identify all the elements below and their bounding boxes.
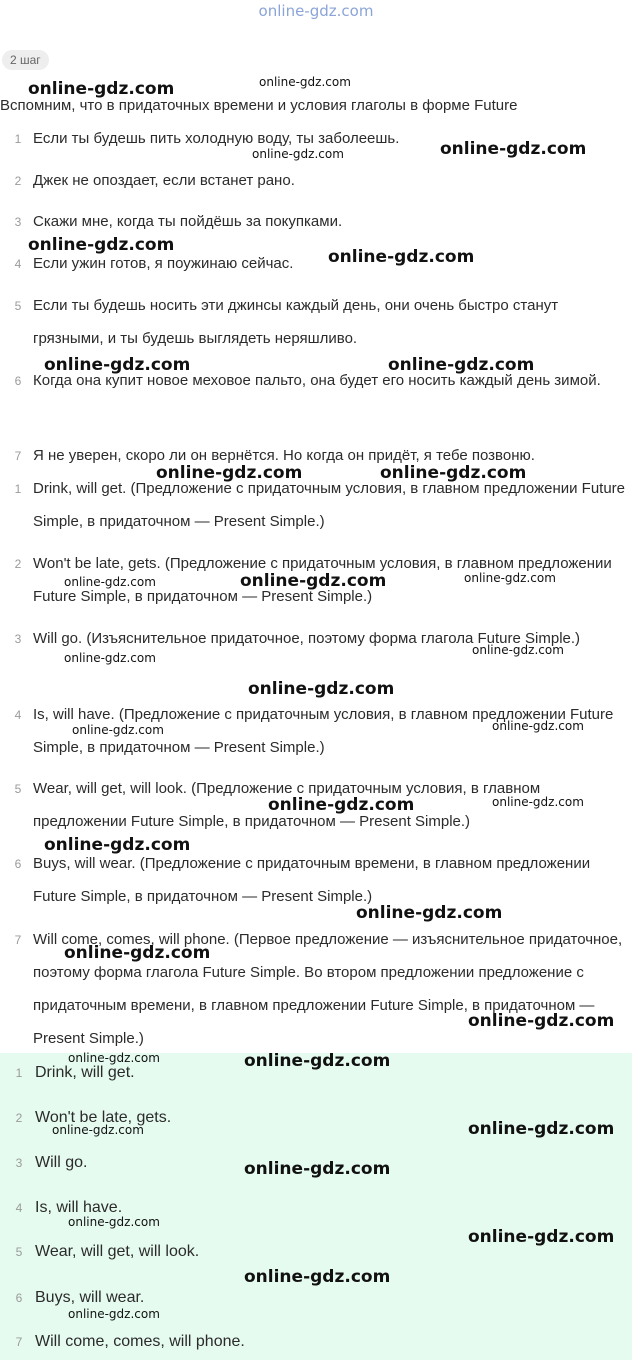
item-number: 1 — [15, 1066, 23, 1080]
item-number: 6 — [14, 857, 22, 871]
item-number: 6 — [15, 1291, 23, 1305]
item-text: Если ты будешь пить холодную воду, ты заболеешь. — [33, 130, 400, 147]
watermark: online-gdz.com — [28, 79, 175, 99]
item-text: Wear, will get, will look. (Предложение с придаточным условия, в главном предложении Future Simple, в придаточном — Present Simple.) — [33, 780, 541, 830]
watermark: online-gdz.com — [72, 723, 164, 737]
item-text: Я не уверен, скоро ли он вернётся. Но когда он придёт, я тебе позвоню. — [33, 447, 535, 464]
item-text: Will go. (Изъяснительное придаточное, поэтому форма глагола Future Simple.) — [33, 630, 581, 647]
watermark: online-gdz.com — [44, 355, 191, 375]
item-number: 7 — [15, 1335, 23, 1349]
watermark: online-gdz.com — [492, 795, 584, 809]
item-number: 7 — [14, 449, 22, 463]
watermark: online-gdz.com — [44, 835, 191, 855]
item-number: 5 — [14, 299, 22, 313]
item-number: 4 — [15, 1201, 23, 1215]
item-text: Won't be late, gets. (Предложение с придаточным условия, в главном предложении Future Simple, в придаточном — Present Simple.) — [33, 555, 612, 605]
item-text: Drink, will get. (Предложение с придаточным условия, в главном предложении Future Simple, в придаточном — Present Simple.) — [33, 480, 626, 530]
item-text: Is, will have. (Предложение с придаточным условия, в главном предложении Future Simple, в придаточном — Present Simple.) — [33, 706, 614, 756]
top-watermark: online-gdz.com — [258, 2, 374, 20]
answer-text: Will go. — [35, 1154, 88, 1171]
watermark: online-gdz.com — [64, 651, 156, 665]
item-text: Джек не опоздает, если встанет рано. — [33, 172, 295, 189]
item-number: 4 — [14, 708, 22, 722]
item-number: 2 — [14, 174, 22, 188]
item-number: 1 — [14, 132, 22, 146]
item-number: 7 — [14, 933, 22, 947]
item-number: 3 — [14, 215, 22, 229]
answer-text: Drink, will get. — [35, 1064, 135, 1081]
watermark: online-gdz.com — [252, 147, 344, 161]
watermark: online-gdz.com — [492, 719, 584, 733]
item-number: 2 — [15, 1111, 23, 1125]
watermark: online-gdz.com — [328, 247, 475, 267]
watermark: online-gdz.com — [244, 1267, 391, 1287]
item-text: Buys, will wear. (Предложение с придаточным времени, в главном предложении Future Simple, в придаточном — Present Simple.) — [33, 855, 591, 905]
watermark: online-gdz.com — [440, 139, 587, 159]
step-badge: 2 шаг — [2, 50, 49, 70]
watermark: online-gdz.com — [248, 679, 395, 699]
watermark: online-gdz.com — [464, 571, 556, 585]
item-number: 4 — [14, 257, 22, 271]
watermark: online-gdz.com — [259, 75, 351, 89]
watermark: online-gdz.com — [468, 1227, 615, 1247]
answer-text: Is, will have. — [35, 1199, 123, 1216]
watermark: online-gdz.com — [68, 1307, 160, 1321]
watermark: online-gdz.com — [64, 943, 211, 963]
watermark: online-gdz.com — [52, 1123, 144, 1137]
watermark: online-gdz.com — [156, 463, 303, 483]
watermark: online-gdz.com — [244, 1159, 391, 1179]
intro-text: Вспомним, что в придаточных времени и условия глаголы в форме Future — [0, 97, 518, 114]
watermark: online-gdz.com — [240, 571, 387, 591]
item-number: 5 — [15, 1245, 23, 1259]
answer-text: Won't be late, gets. — [35, 1109, 172, 1126]
item-number: 1 — [14, 482, 22, 496]
item-number: 3 — [14, 632, 22, 646]
item-text: Когда она купит новое меховое пальто, она будет его носить каждый день зимой. — [33, 372, 601, 389]
watermark: online-gdz.com — [244, 1051, 391, 1071]
watermark: online-gdz.com — [468, 1119, 615, 1139]
watermark: online-gdz.com — [468, 1011, 615, 1031]
answer-text: Wear, will get, will look. — [35, 1243, 200, 1260]
item-text: Скажи мне, когда ты пойдёшь за покупками. — [33, 213, 343, 230]
answer-text: Buys, will wear. — [35, 1289, 145, 1306]
watermark: online-gdz.com — [356, 903, 503, 923]
watermark: online-gdz.com — [388, 355, 535, 375]
item-number: 5 — [14, 782, 22, 796]
item-text: Если ужин готов, я поужинаю сейчас. — [33, 255, 294, 272]
watermark: online-gdz.com — [68, 1215, 160, 1229]
watermark: online-gdz.com — [268, 795, 415, 815]
watermark: online-gdz.com — [28, 235, 175, 255]
watermark: online-gdz.com — [380, 463, 527, 483]
watermark: online-gdz.com — [472, 643, 564, 657]
watermark: online-gdz.com — [64, 575, 156, 589]
answer-text: Will come, comes, will phone. — [35, 1333, 245, 1350]
item-number: 6 — [14, 374, 22, 388]
item-text: Will come, comes, will phone. (Первое предложение — изъяснительное придаточное, поэтому форма глагола Future Simple. Во втором предложении предложение с придаточным времени, в главном предложении Future Simple, в придаточном — Present Simple.) — [33, 931, 623, 1047]
item-text: Если ты будешь носить эти джинсы каждый день, они очень быстро станут грязными, и ты будешь выглядеть неряшливо. — [33, 297, 559, 347]
item-number: 2 — [14, 557, 22, 571]
watermark: online-gdz.com — [68, 1051, 160, 1065]
item-number: 3 — [15, 1156, 23, 1170]
